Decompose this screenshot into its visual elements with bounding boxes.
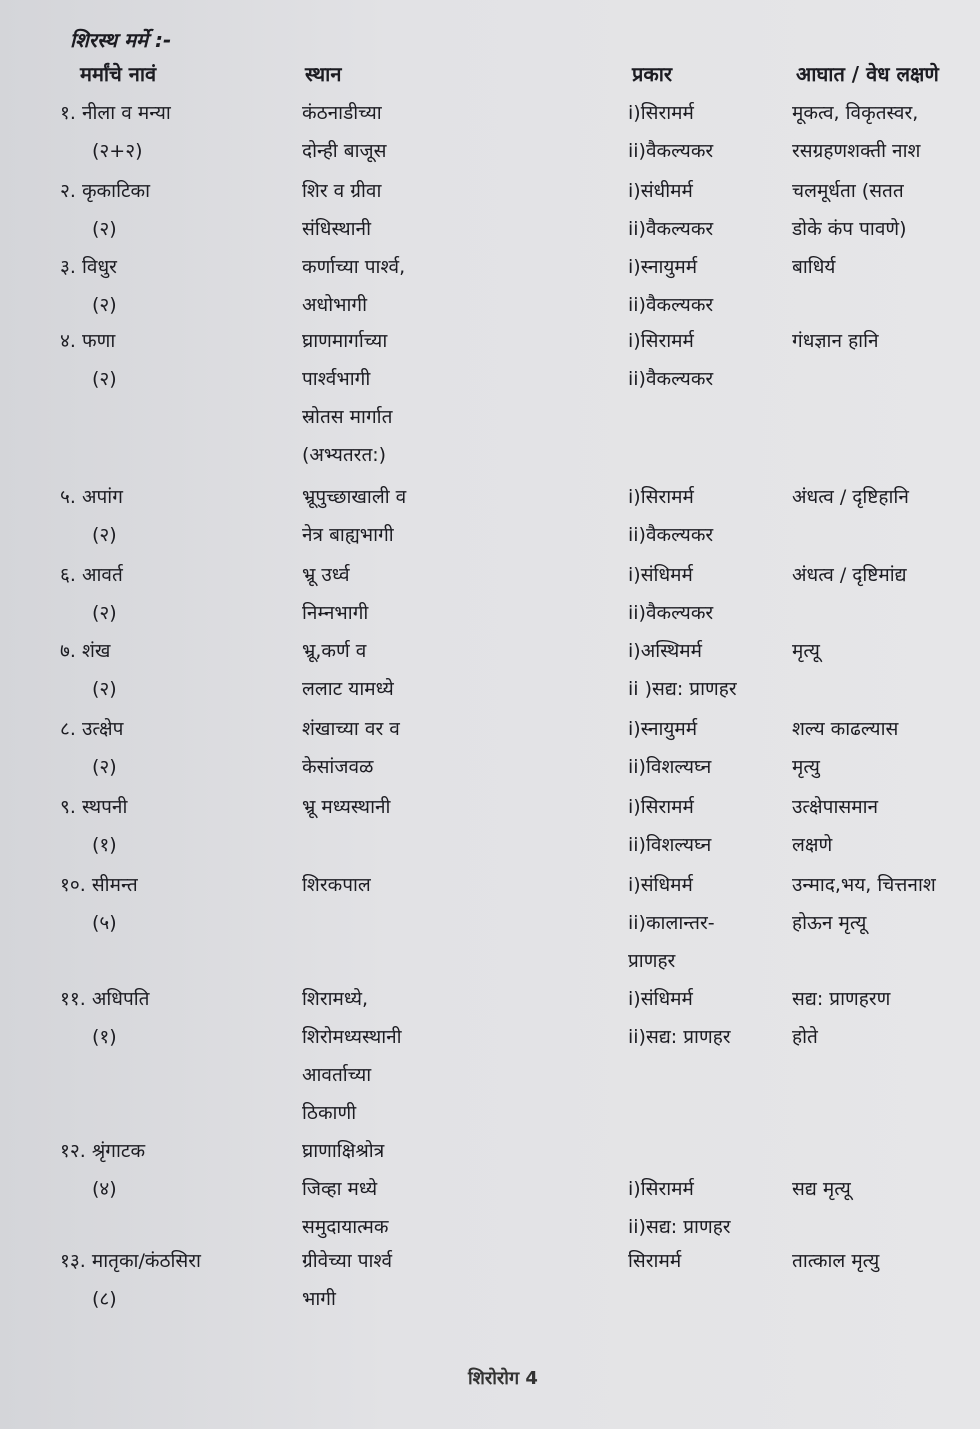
marma-type-line: ii)सद्य: प्राणहर	[628, 1026, 731, 1048]
marma-place-line: केसांजवळ	[302, 756, 374, 778]
marma-place-line: दोन्ही बाजूस	[302, 140, 387, 162]
marma-name-cell	[60, 248, 117, 324]
marma-name-line: (२)	[92, 524, 117, 546]
marma-type-cell	[628, 980, 731, 1056]
marma-symptoms-cell	[792, 478, 909, 516]
marma-name-line: ५. अपांग	[60, 486, 123, 508]
marma-place-line: ग्रीवेच्या पार्श्व	[302, 1250, 393, 1272]
marma-type-line: ii)वैकल्यकर	[628, 524, 714, 546]
marma-place-line: शिरामध्ये,	[302, 988, 369, 1010]
marma-type-line: i)संधिमर्म	[628, 874, 693, 896]
marma-symptoms-line: होते	[792, 1026, 818, 1048]
marma-symptoms-cell	[792, 980, 890, 1056]
marma-type-cell	[628, 710, 711, 786]
marma-name-cell	[60, 866, 138, 942]
marma-place-line: ललाट यामध्ये	[302, 678, 394, 700]
marma-symptoms-line: अंधत्व / दृष्टिमांद्य	[792, 564, 907, 586]
marma-name-line: (२)	[92, 756, 117, 778]
marma-type-cell	[628, 94, 713, 170]
column-header-symptoms: आघात / वेध लक्षणे	[796, 62, 939, 86]
marma-type-line: ii)वैकल्यकर	[628, 294, 714, 316]
marma-name-line: १३. मातृका/कंठसिरा	[60, 1250, 201, 1272]
marma-name-line: (२)	[92, 368, 117, 390]
marma-symptoms-cell	[792, 1242, 879, 1280]
page-footer: शिरोरोग 4	[468, 1368, 538, 1389]
marma-place-cell	[302, 94, 386, 170]
marma-name-cell	[60, 710, 123, 786]
marma-place-line: कर्णाच्या पार्श्व,	[302, 256, 406, 278]
marma-name-line: १०. सीमन्त	[60, 874, 138, 896]
marma-place-cell	[302, 710, 400, 786]
marma-name-line: १. नीला व मन्या	[60, 102, 171, 124]
marma-place-line: (अभ्यतरत:)	[302, 444, 387, 466]
marma-symptoms-cell	[792, 632, 820, 670]
marma-name-line: (१)	[92, 834, 117, 856]
marma-place-cell	[302, 980, 402, 1132]
marma-name-line: (१)	[92, 1026, 117, 1048]
marma-symptoms-line: सद्य: प्राणहरण	[792, 988, 891, 1010]
marma-symptoms-line: सद्य मृत्यू	[792, 1178, 851, 1200]
marma-type-line: i)अस्थिमर्म	[628, 640, 703, 662]
marma-symptoms-line: उन्माद,भय, चित्तनाश	[792, 874, 936, 896]
marma-type-cell	[628, 1242, 681, 1280]
marma-name-line: २. कृकाटिका	[60, 180, 151, 202]
marma-type-line: ii)वैकल्यकर	[628, 140, 714, 162]
marma-name-cell	[60, 632, 117, 708]
marma-type-cell	[628, 556, 713, 632]
marma-place-line: भ्रू मध्यस्थानी	[302, 796, 391, 818]
marma-place-cell	[302, 632, 394, 708]
marma-symptoms-line	[792, 1132, 851, 1170]
marma-type-line: i)सिरामर्म	[628, 486, 694, 508]
marma-symptoms-line: तात्काल मृत्यु	[792, 1250, 880, 1272]
marma-type-line: i)सिरामर्म	[628, 1178, 694, 1200]
marma-place-cell	[302, 1132, 388, 1246]
column-header-name: मर्मांचे नावं	[80, 62, 157, 86]
marma-name-cell	[60, 478, 123, 554]
marma-name-line: ७. शंख	[60, 640, 111, 662]
marma-place-cell	[302, 172, 381, 248]
marma-symptoms-line: डोके कंप पावणे)	[792, 218, 907, 240]
marma-name-line: (२+२)	[92, 140, 143, 162]
marma-place-cell	[302, 866, 371, 904]
marma-symptoms-cell	[792, 556, 907, 594]
marma-type-line: i)सिरामर्म	[628, 796, 694, 818]
marma-place-line: शिर व ग्रीवा	[302, 180, 382, 202]
marma-symptoms-line: उत्क्षेपासमान	[792, 796, 879, 818]
marma-name-line: १२. श्रृंगाटक	[60, 1140, 146, 1162]
marma-symptoms-cell	[792, 172, 907, 248]
marma-symptoms-line: मृत्यू	[792, 640, 820, 662]
marma-name-cell	[60, 788, 127, 864]
marma-name-cell	[60, 172, 150, 248]
marma-symptoms-line: मृत्यु	[792, 756, 820, 778]
marma-name-cell	[60, 556, 123, 632]
marma-name-cell	[60, 1242, 201, 1318]
marma-place-line: भ्रू,कर्ण व	[302, 640, 367, 662]
marma-type-line: प्राणहर	[628, 950, 676, 972]
marma-name-line: (२)	[92, 678, 117, 700]
marma-symptoms-cell	[792, 788, 878, 864]
marma-symptoms-line: बाधिर्य	[792, 256, 836, 278]
section-heading: शिरस्थ मर्मे :-	[70, 28, 172, 52]
marma-place-line: स्रोतस मार्गात	[302, 406, 393, 428]
marma-place-line: नेत्र बाह्यभागी	[302, 524, 394, 546]
marma-place-line: समुदायात्मक	[302, 1216, 389, 1238]
marma-name-line: (८)	[92, 1288, 117, 1310]
marma-type-cell	[628, 788, 711, 864]
marma-type-line: i)सिरामर्म	[628, 102, 694, 124]
marma-type-line: i)संधिमर्म	[628, 564, 693, 586]
marma-place-line: भागी	[302, 1288, 336, 1310]
marma-place-line: निम्नभागी	[302, 602, 369, 624]
marma-place-line: संधिस्थानी	[302, 218, 371, 240]
marma-symptoms-cell	[792, 866, 936, 942]
marma-place-line: घ्राणाक्षिश्रोत्र	[302, 1140, 385, 1162]
marma-name-cell	[60, 94, 171, 170]
marma-type-cell	[628, 478, 713, 554]
marma-place-line: शिरोमध्यस्थानी	[302, 1026, 402, 1048]
marma-symptoms-line: गंधज्ञान हानि	[792, 330, 879, 352]
marma-place-line: पार्श्वभागी	[302, 368, 371, 390]
marma-type-line: i)संधीमर्म	[628, 180, 693, 202]
marma-type-line: ii)सद्य: प्राणहर	[628, 1216, 731, 1238]
marma-symptoms-cell	[792, 322, 879, 360]
marma-place-cell	[302, 1242, 392, 1318]
marma-name-line: (५)	[92, 912, 117, 934]
marma-place-line: अधोभागी	[302, 294, 368, 316]
marma-place-line: शिरकपाल	[302, 874, 371, 896]
marma-type-cell	[628, 632, 737, 708]
marma-place-line: आवर्ताच्या	[302, 1064, 372, 1086]
column-header-place: स्थान	[305, 62, 342, 86]
marma-type-cell	[628, 248, 713, 324]
marma-type-cell	[628, 172, 713, 248]
marma-place-line: शंखाच्या वर व	[302, 718, 400, 740]
marma-place-cell	[302, 322, 392, 474]
marma-type-line: ii)कालान्तर-	[628, 912, 715, 934]
marma-type-line: i)संधिमर्म	[628, 988, 693, 1010]
marma-name-line: ११. अधिपति	[60, 988, 150, 1010]
marma-type-line: ii)वैकल्यकर	[628, 218, 714, 240]
marma-type-cell	[628, 1132, 731, 1246]
marma-type-line: ii)वैकल्यकर	[628, 368, 714, 390]
marma-type-line: ii )सद्य: प्राणहर	[628, 678, 737, 700]
marma-symptoms-cell	[792, 710, 898, 786]
marma-name-cell	[60, 322, 117, 398]
marma-type-cell	[628, 322, 713, 398]
marma-type-line: i)स्नायुमर्म	[628, 256, 698, 278]
marma-symptoms-cell	[792, 248, 835, 286]
marma-symptoms-line: लक्षणे	[792, 834, 833, 856]
marma-type-line	[628, 1132, 731, 1170]
marma-symptoms-cell	[792, 1132, 851, 1208]
marma-name-line: (४)	[92, 1178, 117, 1200]
marma-place-line: ठिकाणी	[302, 1102, 357, 1124]
marma-type-line: i)सिरामर्म	[628, 330, 694, 352]
marma-type-line: ii)विशल्यघ्न	[628, 756, 712, 778]
marma-name-line: ८. उत्क्षेप	[60, 718, 124, 740]
marma-name-line: ६. आवर्त	[60, 564, 123, 586]
marma-place-line: कंठनाडीच्या	[302, 102, 382, 124]
marma-place-line: घ्राणमार्गाच्या	[302, 330, 388, 352]
marma-place-line: भ्रू उर्ध्व	[302, 564, 350, 586]
marma-symptoms-line: होऊन मृत्यू	[792, 912, 867, 934]
marma-name-line: (२)	[92, 218, 117, 240]
marma-type-line: ii)विशल्यघ्न	[628, 834, 712, 856]
marma-symptoms-line: चलमूर्धता (सतत	[792, 180, 904, 202]
marma-symptoms-line: अंधत्व / दृष्टिहानि	[792, 486, 909, 508]
marma-type-line: i)स्नायुमर्म	[628, 718, 698, 740]
marma-symptoms-cell	[792, 94, 920, 170]
marma-symptoms-line: शल्य काढल्यास	[792, 718, 899, 740]
marma-place-cell	[302, 556, 368, 632]
marma-name-line: (२)	[92, 294, 117, 316]
marma-type-line: ii)वैकल्यकर	[628, 602, 714, 624]
marma-name-line: ४. फणा	[60, 330, 116, 352]
marma-place-line: भ्रूपुच्छाखाली व	[302, 486, 407, 508]
marma-type-line: सिरामर्म	[628, 1250, 682, 1272]
marma-name-line: ९. स्थपनी	[60, 796, 128, 818]
marma-name-cell	[60, 1132, 145, 1208]
marma-name-line: ३. विधुर	[60, 256, 117, 278]
marma-symptoms-line: मूकत्व, विकृतस्वर,	[792, 102, 919, 124]
marma-place-cell	[302, 248, 405, 324]
marma-type-cell	[628, 866, 715, 980]
marma-place-cell	[302, 478, 406, 554]
marma-place-cell	[302, 788, 390, 826]
marma-symptoms-line: रसग्रहणशक्ती नाश	[792, 140, 921, 162]
marma-name-cell	[60, 980, 150, 1056]
marma-name-line: (२)	[92, 602, 117, 624]
column-header-type: प्रकार	[632, 62, 673, 86]
marma-place-line: जिव्हा मध्ये	[302, 1178, 378, 1200]
